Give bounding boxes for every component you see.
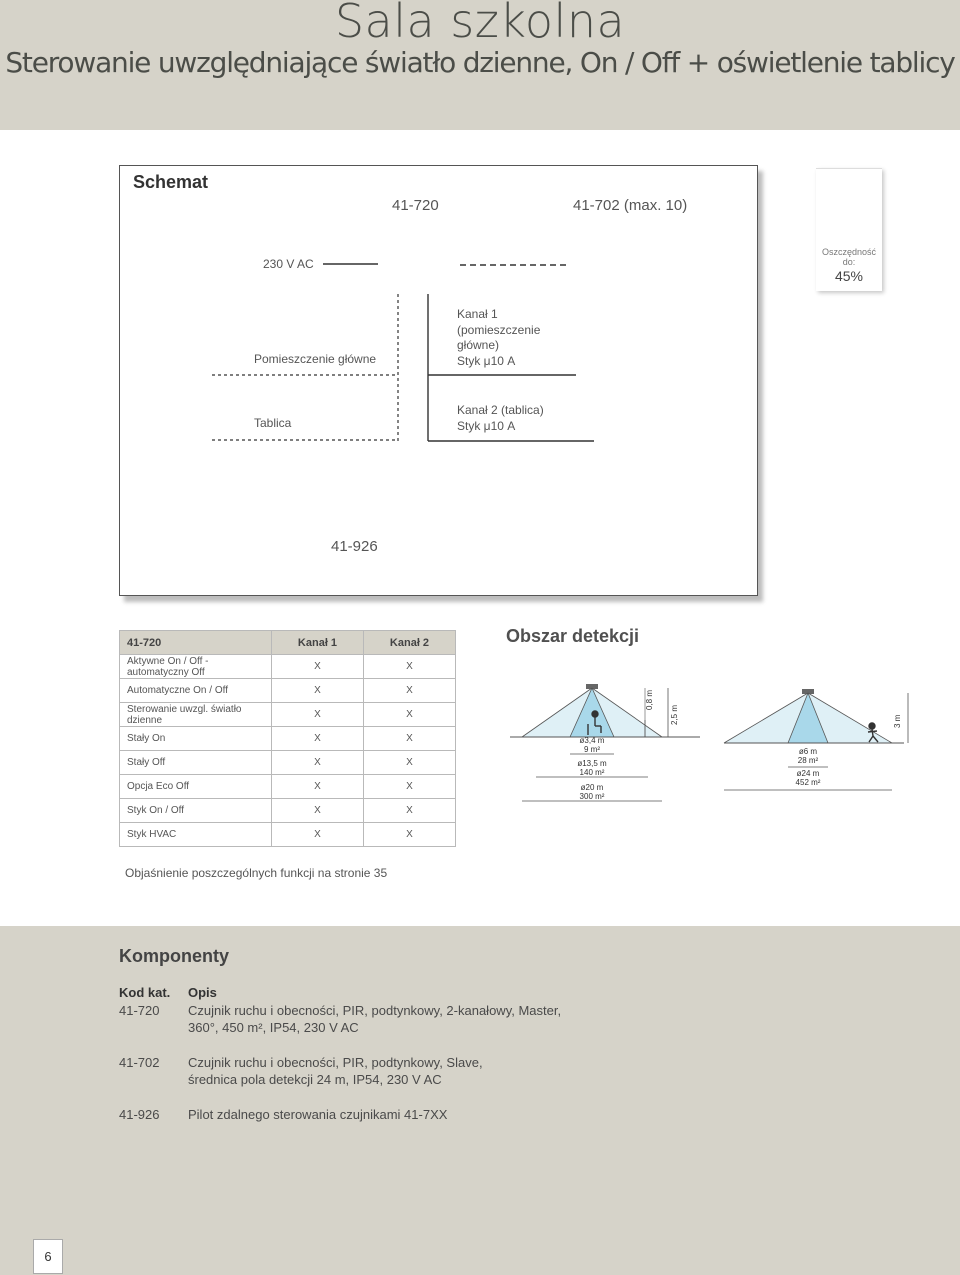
- table-row: [120, 751, 456, 775]
- table-cell: X: [364, 799, 456, 823]
- table-cell: X: [364, 655, 456, 679]
- device-slave-label: 41-702 (max. 10): [573, 197, 688, 214]
- savings-label: [816, 247, 882, 267]
- col-desc-header: Opis: [188, 985, 217, 1000]
- schema-box: [119, 165, 758, 596]
- detection-diagram: [500, 680, 920, 810]
- table-cell: X: [364, 703, 456, 727]
- channel1-line3: główne): [457, 338, 500, 352]
- table-cell: X: [364, 751, 456, 775]
- channel1-line4: Styk μ10 A: [457, 354, 516, 368]
- channel2-line1: Kanał 2 (tablica): [457, 403, 544, 417]
- savings-label-line1: Oszczędność: [821, 247, 877, 257]
- table-cell: Styk On / Off: [120, 799, 272, 823]
- channel1-line2: (pomieszczenie: [457, 323, 541, 337]
- table-row: [120, 775, 456, 799]
- header-band: [0, 0, 960, 130]
- area-label-3: 300 m²: [579, 792, 605, 801]
- table-cell: Aktywne On / Off - automatyczny Off: [120, 655, 272, 679]
- height-label-1: 0,8 m: [645, 689, 654, 710]
- table-cell: X: [272, 727, 364, 751]
- table-row: [120, 703, 456, 727]
- wiring-diagram: [120, 166, 757, 595]
- table-cell: X: [272, 751, 364, 775]
- component-desc-line1: Pilot zdalnego sterowania czujnikami 41-7XX: [188, 1107, 448, 1122]
- components-section: [0, 926, 960, 1275]
- device-master-label: 41-720: [392, 197, 439, 214]
- table-cell: Automatyczne On / Off: [120, 679, 272, 703]
- diameter-label-3: ø20 m: [580, 783, 604, 792]
- function-table: [119, 630, 456, 847]
- component-desc-line2: średnica pola detekcji 24 m, IP54, 230 V AC: [188, 1072, 442, 1087]
- table-cell: X: [272, 703, 364, 727]
- table-header-cell: Kanał 2: [364, 631, 456, 655]
- table-row: [120, 727, 456, 751]
- table-cell: X: [272, 775, 364, 799]
- channel2-line2: Styk μ10 A: [457, 419, 516, 433]
- detection-title: Obszar detekcji: [506, 626, 640, 646]
- area-label-2: 140 m²: [579, 768, 605, 777]
- component-code: 41-720: [119, 1003, 160, 1018]
- table-cell: X: [272, 799, 364, 823]
- diameter-label-r1: ø6 m: [798, 747, 818, 756]
- page-title: Sala szkolna: [334, 0, 626, 48]
- savings-value: 45%: [834, 268, 864, 284]
- supply-label: 230 V AC: [263, 257, 314, 271]
- diameter-label-2: ø13,5 m: [577, 759, 607, 768]
- page-number: 6: [33, 1239, 63, 1274]
- component-desc-line1: Czujnik ruchu i obecności, PIR, podtynkowy, 2-kanałowy, Master,: [188, 1003, 562, 1018]
- functions-note: Objaśnienie poszczególnych funkcji na stronie 35: [125, 866, 388, 880]
- area-label-1: 9 m²: [584, 745, 600, 754]
- table-row: [120, 823, 456, 847]
- page-subtitle: Sterowanie uwzględniające światło dzienne, On / Off + oświetlenie tablicy: [5, 46, 955, 79]
- table-cell: X: [364, 679, 456, 703]
- area-label-r2: 452 m²: [795, 778, 821, 787]
- savings-card: [816, 168, 882, 291]
- table-cell: Stały Off: [120, 751, 272, 775]
- height-label-right: 3 m: [893, 714, 902, 728]
- diameter-label-1: ø3,4 m: [579, 736, 605, 745]
- components-title: Komponenty: [119, 946, 229, 966]
- component-code: 41-926: [119, 1107, 160, 1122]
- table-cell: Styk HVAC: [120, 823, 272, 847]
- channel1-line1: Kanał 1: [457, 307, 498, 321]
- table-header-cell: Kanał 1: [272, 631, 364, 655]
- table-cell: X: [364, 775, 456, 799]
- table-cell: X: [272, 679, 364, 703]
- table-cell: X: [364, 823, 456, 847]
- table-cell: Opcja Eco Off: [120, 775, 272, 799]
- remote-label: 41-926: [331, 538, 378, 555]
- height-label-2: 2,5 m: [670, 704, 679, 725]
- diameter-label-r2: ø24 m: [796, 769, 820, 778]
- savings-label-line2: do:: [842, 257, 856, 267]
- table-cell: X: [272, 823, 364, 847]
- room-board-label: Tablica: [254, 416, 292, 430]
- table-cell: Stały On: [120, 727, 272, 751]
- table-cell: X: [272, 655, 364, 679]
- table-row: [120, 655, 456, 679]
- table-header-cell: 41-720: [120, 631, 272, 655]
- component-code: 41-702: [119, 1055, 160, 1070]
- col-code-header: Kod kat.: [119, 985, 171, 1000]
- table-row: [120, 799, 456, 823]
- area-label-r1: 28 m²: [797, 756, 819, 765]
- component-desc-line2: 360°, 450 m², IP54, 230 V AC: [188, 1020, 359, 1035]
- room-main-label: Pomieszczenie główne: [254, 352, 377, 366]
- component-desc-line1: Czujnik ruchu i obecności, PIR, podtynkowy, Slave,: [188, 1055, 483, 1070]
- table-cell: X: [364, 727, 456, 751]
- table-header-row: [120, 631, 456, 655]
- table-row: [120, 679, 456, 703]
- schema-title: Schemat: [133, 172, 209, 192]
- table-cell: Sterowanie uwzgl. światło dzienne: [120, 703, 272, 727]
